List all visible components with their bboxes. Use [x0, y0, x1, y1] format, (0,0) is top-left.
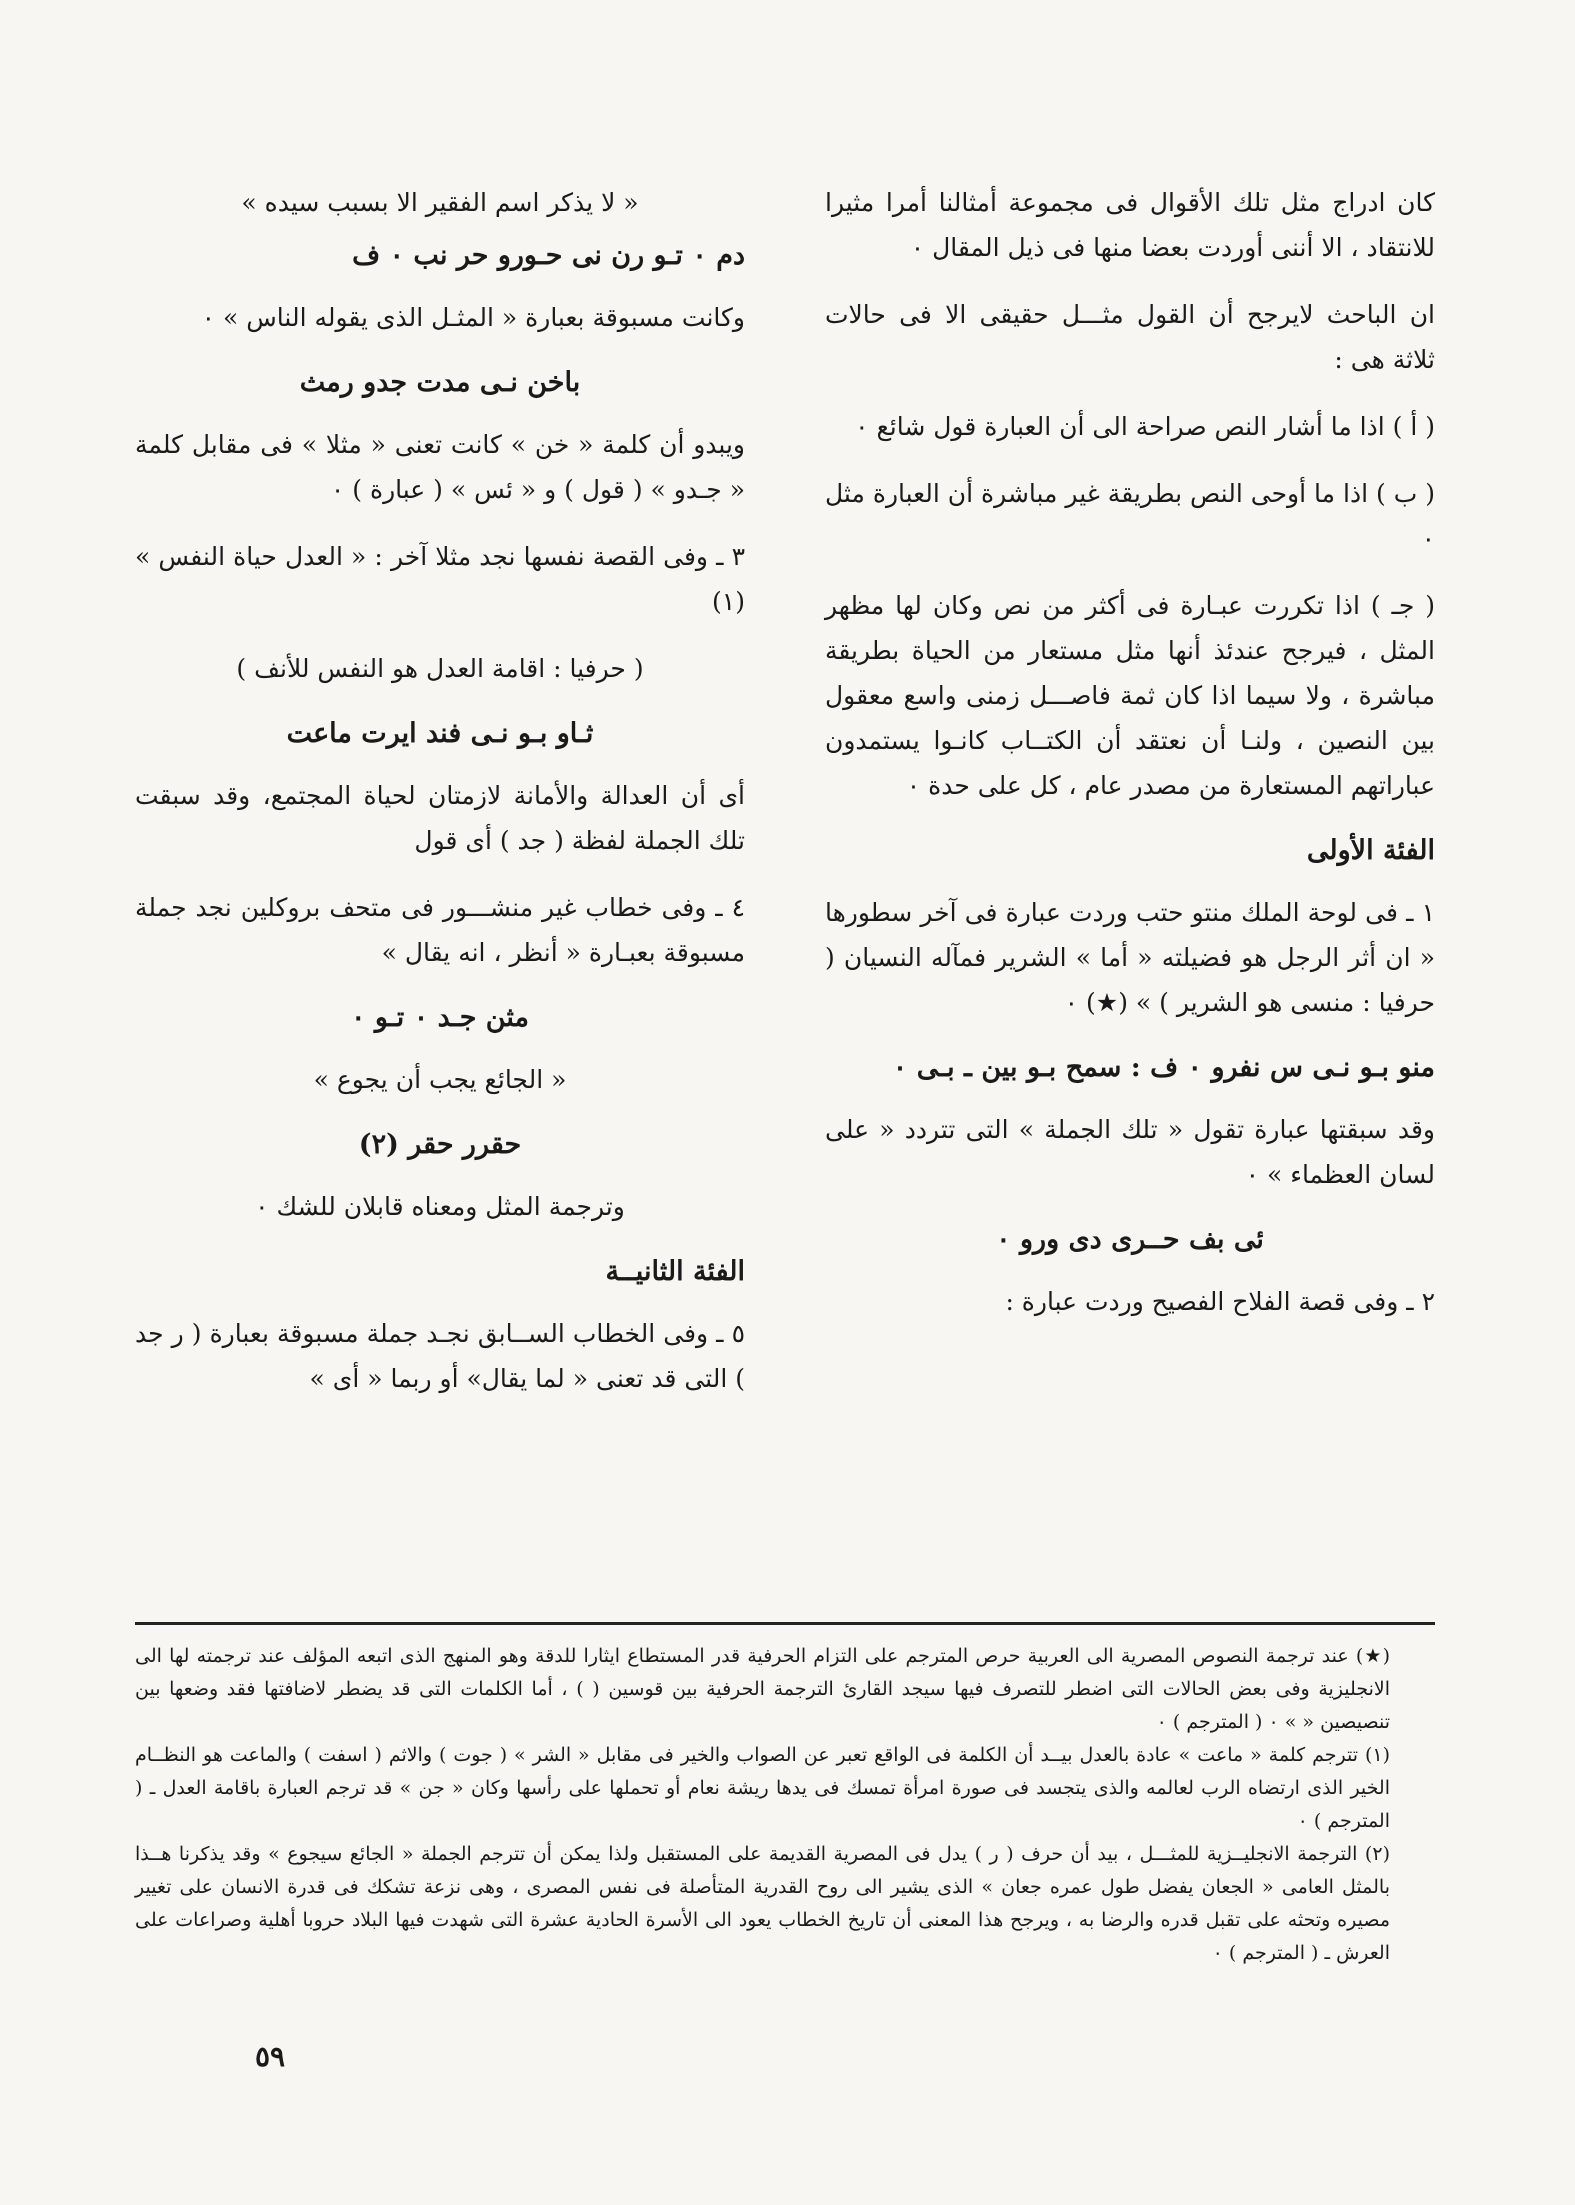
paragraph: ( جـ ) اذا تكررت عبـارة فى أكثر من نص وكان لها مظهر المثل ، فيرجح عندئذ أنها مثل مستعار من الحياة بطريقة مباشرة ، ولا سيما اذا كان ثمة فاصـــل زمنى واسع معقول بين النصين ، ولنـا أن نعتقد أن الكتــاب كانـوا يستمدون عباراتهم المستعارة من مصدر عام ، كل على حدة ٠: [825, 591, 1435, 800]
transliteration-line: باخن نـى مدت جدو رمث: [299, 367, 581, 398]
quote: « الجائع يجب أن يجوع »: [313, 1065, 567, 1094]
paragraph: ٤ ـ وفى خطاب غير منشـــور فى متحف بروكلين نجد جملة مسبوقة بعبـارة « أنظر ، انه يقال »: [135, 893, 745, 967]
paragraph: أى أن العدالة والأمانة لازمتان لحياة المجتمع، وقد سبقت تلك الجملة لفظة ( جد ) أى قول: [135, 781, 745, 855]
transliteration-line: ئى بف حــرى دى ورو ٠: [996, 1224, 1264, 1255]
footnotes: [135, 1640, 1390, 1970]
paragraph: ان الباحث لايرجح أن القول مثـــل حقيقى الا فى حالات ثلاثة هى :: [825, 300, 1435, 374]
quote: « لا يذكر اسم الفقير الا بسبب سيده »: [241, 188, 639, 217]
paragraph: ( أ ) اذا ما أشار النص صراحة الى أن العبارة قول شائع ٠: [855, 412, 1435, 441]
footnote-star: (★) عند ترجمة النصوص المصرية الى العربية حرص المترجم على التزام الحرفية قدر المستطاع ايثارا للدقة وهو المنهج الذى اتبعه المؤلف عند ترجمته لها الى الانجليزية وفى بعض الحالات التى اضطر للتصرف فيها سيجد القارئ الترجمة الحرفية بين قوسين ( ) ، أما الكلمات التى قد يضطر لاضافتها فقد وضعها بين تنصيصين « » ٠ ( المترجم ) ٠: [135, 1645, 1390, 1733]
paragraph: وكانت مسبوقة بعبارة « المثـل الذى يقوله الناس » ٠: [201, 303, 745, 332]
transliteration-line: دم ٠ تـو رن نى حـورو حر نب ٠ ف: [352, 240, 745, 271]
right-column: [825, 180, 1435, 1590]
paragraph: ( ب ) اذا ما أوحى النص بطريقة غير مباشرة أن العبارة مثل ٠: [825, 479, 1435, 553]
paragraph: ويبدو أن كلمة « خن » كانت تعنى « مثلا » فى مقابل كلمة « جـدو » ( قول ) و « ئس » ( عبارة ) ٠: [135, 430, 745, 504]
transliteration-line: حقرر حقر (٢): [358, 1129, 522, 1160]
paragraph: وقد سبقتها عبارة تقول « تلك الجملة » التى تتردد « على لسان العظماء » ٠: [825, 1115, 1435, 1189]
transliteration-line: مثن جـد ٠ تـو ٠: [351, 1002, 529, 1033]
transliteration-line: ثـاو بـو نـى فند ايرت ماعت: [286, 718, 594, 749]
paragraph: ٢ ـ وفى قصة الفلاح الفصيح وردت عبارة :: [1005, 1287, 1435, 1316]
section-heading-second-category: الفئة الثانيــة: [605, 1256, 745, 1287]
paragraph: كان ادراج مثل تلك الأقوال فى مجموعة أمثالنا أمرا مثيرا للانتقاد ، الا أننى أوردت بعضا منها فى ذيل المقال ٠: [825, 188, 1435, 262]
left-column: [135, 180, 745, 1590]
paragraph: ٥ ـ وفى الخطاب الســابق نجـد جملة مسبوقة بعبارة ( ر جد ) التى قد تعنى « لما يقال» أو ربما « أى »: [135, 1319, 745, 1393]
paragraph: ( حرفيا : اقامة العدل هو النفس للأنف ): [236, 654, 644, 683]
paragraph: ٣ ـ وفى القصة نفسها نجد مثلا آخر : « العدل حياة النفس » (١): [135, 542, 745, 616]
footnote-2: (٢) الترجمة الانجليــزية للمثـــل ، بيد أن حرف ( ر ) يدل فى المصرية القديمة على المستقبل ولذا يمكن أن تترجم الجملة « الجائع سيجوع » وقد يذكرنا هــذا بالمثل العامى « الجعان يفضل طول عمره جعان » الذى يشير الى روح القدرية المتأصلة فى نفس المصرى ، وهى نزعة تشكك فى قدرة الانسان على تغيير مصيره وتحثه على تقبل قدره والرضا به ، ويرجح هذا المعنى أن تاريخ الخطاب يعود الى الأسرة الحادية عشرة التى شهدت فيها البلاد حروبا أهلية وصراعات على العرش ـ ( المترجم ) ٠: [135, 1843, 1390, 1964]
paragraph: ١ ـ فى لوحة الملك منتو حتب وردت عبارة فى آخر سطورها « ان أثر الرجل هو فضيلته « أما » الشرير فمآله النسيان ( حرفيا : منسى هو الشرير ) » (★) ٠: [825, 898, 1435, 1017]
page-number: ٥٩: [255, 2040, 286, 2073]
text-columns: [135, 180, 1435, 1590]
paragraph: وترجمة المثل ومعناه قابلان للشك ٠: [255, 1192, 625, 1221]
section-heading-first-category: الفئة الأولى: [1306, 835, 1435, 866]
footnote-divider: [135, 1622, 1435, 1625]
footnote-1: (١) تترجم كلمة « ماعت » عادة بالعدل بيــد أن الكلمة فى الواقع تعبر عن الصواب والخير فى مقابل « الشر » ( جوت ) والاثم ( اسفت ) والماعت هو النظــام الخير الذى ارتضاه الرب لعالمه والذى يتجسد فى صورة امرأة تمسك فى يدها ريشة نعام أو تحملها على رأسها وكان « جن » قد ترجم العبارة باقامة العدل ـ ( المترجم ) ٠: [135, 1744, 1390, 1832]
transliteration-line: منو بـو نـى س نفرو ٠ ف : سمح بـو بين ـ بـى ٠: [892, 1052, 1435, 1083]
